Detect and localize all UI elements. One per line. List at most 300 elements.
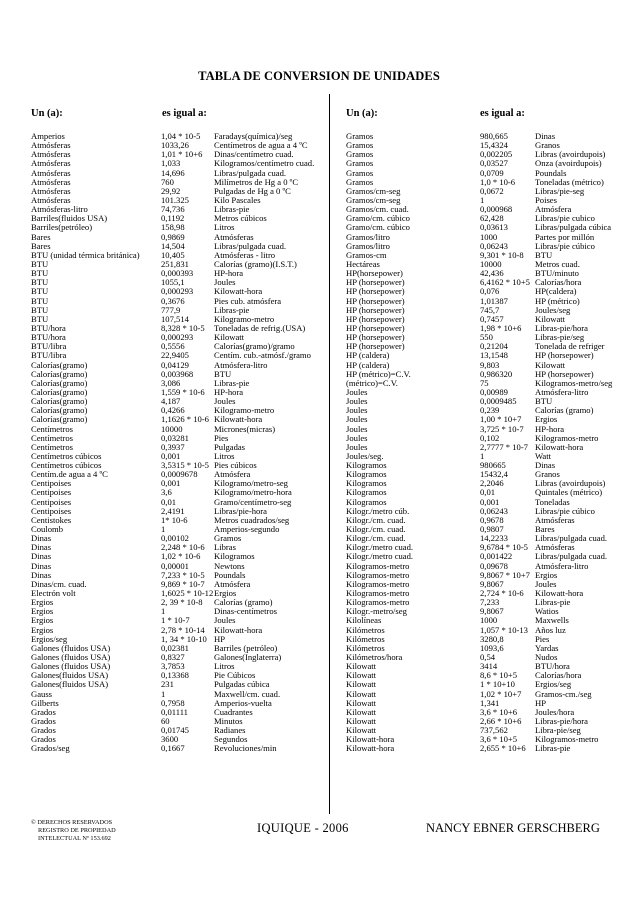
table-row — [31, 626, 342, 635]
unit-cell: Kilowatt-hora — [346, 735, 395, 745]
table-row — [346, 735, 633, 744]
factor-cell: 8,6 * 10+5 — [480, 671, 518, 681]
target-unit-cell: Onza (avoirdupois) — [535, 159, 602, 169]
target-unit-cell: Granos — [535, 470, 560, 480]
factor-cell: 0,3676 — [161, 296, 185, 306]
unit-cell: BTU — [31, 305, 49, 315]
unit-cell: Centímetros — [31, 433, 74, 443]
target-unit-cell: Calorías(gramo)/gramo — [214, 342, 295, 352]
target-unit-cell: Ergios — [214, 589, 237, 599]
table-row — [346, 278, 633, 287]
target-unit-cell: Poises — [535, 195, 557, 205]
unit-cell: Joules — [346, 397, 368, 407]
factor-cell: 1,341 — [480, 698, 500, 708]
unit-cell: Calorías(gramo) — [31, 369, 88, 379]
table-row — [346, 415, 633, 424]
table-row — [346, 635, 633, 644]
factor-cell: 760 — [161, 177, 174, 187]
factor-cell: 9,6784 * 10-5 — [480, 543, 528, 553]
target-unit-cell: Gramos-cm./seg — [535, 689, 592, 699]
factor-cell: 3,6 — [161, 488, 172, 498]
table-row — [31, 589, 342, 598]
target-unit-cell: Amperios-vuelta — [214, 698, 272, 708]
unit-cell: Kilowatt — [346, 680, 377, 690]
factor-cell: 13,1548 — [480, 351, 508, 361]
table-row — [31, 315, 342, 324]
table-row — [31, 434, 342, 443]
target-unit-cell: Atmósferas — [214, 232, 254, 242]
unit-cell: Gramos — [346, 132, 374, 141]
target-unit-cell: Pies cub. atmósfera — [214, 296, 282, 306]
factor-cell: 0,00102 — [161, 534, 189, 544]
target-unit-cell: Libras-pie/hora — [535, 323, 588, 333]
table-row — [31, 205, 342, 214]
unit-cell: Gramos/litro — [346, 232, 390, 242]
factor-cell: 7,233 * 10-5 — [161, 570, 205, 580]
factor-cell: 60 — [161, 717, 170, 726]
factor-cell: 0,9678 — [480, 515, 504, 525]
unit-cell: Dinas — [31, 561, 52, 571]
factor-cell: 0,01111 — [161, 707, 188, 717]
unit-cell: Kilogr./cm. cuad. — [346, 534, 406, 544]
target-unit-cell: Metros cúbicos — [214, 214, 267, 224]
factor-cell: 0,001 — [161, 451, 181, 461]
table-row — [31, 498, 342, 507]
factor-cell: 0,0009678 — [161, 470, 198, 480]
factor-cell: 2,7777 * 10-7 — [480, 442, 528, 452]
table-row — [346, 699, 633, 708]
target-unit-cell: Kilogramo/metro-seg — [214, 479, 288, 489]
unit-cell: Kilogr./cm. cuad. — [346, 525, 406, 535]
target-unit-cell: Galones(Inglaterra) — [214, 653, 282, 663]
target-unit-cell: Kilogramo-metro — [214, 314, 275, 324]
unit-cell: Kilogramos — [346, 488, 387, 498]
factor-cell: 737,562 — [480, 726, 508, 736]
unit-cell: Dinas/cm. cuad. — [31, 579, 87, 589]
target-unit-cell: Atmósferas - litro — [214, 250, 276, 260]
unit-cell: Gramos — [346, 177, 374, 187]
target-unit-cell: Maxwell/cm. cuad. — [214, 689, 281, 699]
target-unit-cell: Kilowatt-hora — [214, 287, 263, 297]
table-row — [346, 498, 633, 507]
unit-cell: Kilogr./metro cúb. — [346, 506, 410, 516]
table-row — [346, 425, 633, 434]
target-unit-cell: Libras/pie cúbico — [535, 506, 595, 516]
table-row — [346, 324, 633, 333]
table-row — [346, 269, 633, 278]
table-row — [346, 287, 633, 296]
factor-cell: 0,03613 — [480, 223, 508, 233]
table-row — [31, 361, 342, 370]
target-unit-cell: Kilogramos/centímetro cuad. — [214, 159, 315, 169]
factor-cell: 2,724 * 10-6 — [480, 589, 524, 599]
target-unit-cell: Faradays(química)/seg — [214, 132, 293, 141]
table-row — [346, 671, 633, 680]
table-row — [346, 534, 633, 543]
table-row — [346, 242, 633, 251]
factor-cell: 3,6 * 10+5 — [480, 735, 518, 745]
target-unit-cell: Dinas — [535, 132, 556, 141]
table-row — [346, 470, 633, 479]
unit-cell: Dinas — [31, 552, 52, 562]
target-unit-cell: Kilowatt-hora — [535, 442, 584, 452]
target-unit-cell: Kilowatt-hora — [535, 589, 584, 599]
factor-cell: 1,01 * 10+6 — [161, 150, 203, 160]
factor-cell: 9,803 — [480, 360, 500, 370]
target-unit-cell: Watios — [535, 607, 559, 617]
target-unit-cell: Libras/pulgada cuad. — [535, 534, 608, 544]
unit-cell: Dinas — [31, 570, 52, 580]
unit-cell: Kilogramos-metro — [346, 561, 410, 571]
table-row — [31, 726, 342, 735]
copyright-notice — [31, 819, 116, 842]
factor-cell: 0,0672 — [480, 186, 504, 196]
table-row — [346, 150, 633, 159]
unit-cell: HP (caldera) — [346, 360, 390, 370]
table-row — [31, 214, 342, 223]
table-row — [346, 708, 633, 717]
factor-cell: 0,00001 — [161, 561, 189, 571]
factor-cell: 0,09678 — [480, 561, 508, 571]
target-unit-cell: Libras/pie cubico — [535, 214, 595, 224]
factor-cell: 1000 — [480, 232, 498, 242]
target-unit-cell: Kilowatt — [535, 360, 566, 370]
unit-cell: Kilowatt — [346, 726, 377, 736]
target-unit-cell: Litros — [214, 662, 235, 672]
unit-cell: HP (horsepower) — [346, 323, 405, 333]
target-unit-cell: Kilogramos-metro/seg — [535, 378, 613, 388]
copyright-line: © DERECHOS RESERVADOS — [31, 819, 113, 826]
unit-cell: BTU (unidad térmica británica) — [31, 250, 140, 260]
unit-cell: Bares — [31, 241, 51, 251]
target-unit-cell: Kilowatt-hora — [214, 625, 263, 635]
unit-cell: Centímetros — [31, 424, 74, 434]
table-row — [31, 159, 342, 168]
table-row — [346, 461, 633, 470]
target-unit-cell: Pies cúbicos — [214, 461, 257, 471]
unit-cell: BTU/libra — [31, 351, 67, 361]
table-row — [346, 223, 633, 232]
right-equal-header: es igual a: — [480, 108, 525, 119]
unit-cell: Kilogramos — [346, 497, 387, 507]
factor-cell: 0,9869 — [161, 232, 185, 242]
target-unit-cell: Dinas — [535, 461, 556, 471]
unit-cell: Kilogramos-metro — [346, 589, 410, 599]
factor-cell: 42,436 — [480, 269, 504, 279]
unit-cell: Joules — [346, 406, 368, 416]
target-unit-cell: Calorías (gramo) — [535, 406, 594, 416]
factor-cell: 1, 34 * 10-10 — [161, 634, 207, 644]
table-row — [31, 644, 342, 653]
unit-cell: Galones (fluidos USA) — [31, 662, 111, 672]
unit-cell: Kilowatt-hora — [346, 744, 395, 754]
target-unit-cell: Dinas-centímetros — [214, 607, 278, 617]
factor-cell: 14,504 — [161, 241, 185, 251]
table-row — [31, 616, 342, 625]
target-unit-cell: Micrones(micras) — [214, 424, 276, 434]
table-row — [346, 516, 633, 525]
table-row — [346, 196, 633, 205]
table-row — [346, 644, 633, 653]
factor-cell: 2,248 * 10-6 — [161, 543, 205, 553]
factor-cell: 9,869 * 10-7 — [161, 579, 205, 589]
unit-cell: Calorías(gramo) — [31, 397, 88, 407]
unit-cell: HP(horsepower) — [346, 269, 403, 279]
table-row — [346, 452, 633, 461]
table-row — [31, 178, 342, 187]
factor-cell: 29,92 — [161, 186, 181, 196]
table-row — [346, 342, 633, 351]
target-unit-cell: Revoluciones/min — [214, 744, 277, 754]
target-unit-cell: Calorías/hora — [535, 671, 582, 681]
unit-cell: Electrón volt — [31, 589, 76, 599]
unit-cell: Gramos — [346, 159, 374, 169]
table-row — [346, 397, 633, 406]
unit-cell: Atmósferas-litro — [31, 205, 88, 215]
factor-cell: 0,03527 — [480, 159, 508, 169]
table-row — [31, 488, 342, 497]
factor-cell: 74,736 — [161, 205, 185, 215]
table-row — [346, 333, 633, 342]
table-row — [31, 479, 342, 488]
factor-cell: 1 — [161, 607, 166, 617]
unit-cell: Dinas — [31, 543, 52, 553]
table-row — [346, 717, 633, 726]
unit-cell: Atmósferas — [31, 168, 71, 178]
table-row — [346, 552, 633, 561]
target-unit-cell: Kilowatt-hora — [214, 415, 263, 425]
table-row — [346, 562, 633, 571]
target-unit-cell: Amperios-segundo — [214, 525, 280, 535]
unit-cell: Galones(fluidos USA) — [31, 680, 109, 690]
unit-cell: Gramos/cm. cuad. — [346, 205, 409, 215]
factor-cell: 777,9 — [161, 305, 181, 315]
unit-cell: Barriles(fluidos USA) — [31, 214, 108, 224]
target-unit-cell: BTU/minuto — [535, 269, 579, 279]
right-unit-header: Un (a): — [346, 108, 378, 119]
target-unit-cell: Libras-pie — [535, 744, 571, 754]
table-row — [31, 598, 342, 607]
table-row — [31, 735, 342, 744]
factor-cell: 62,428 — [480, 214, 504, 224]
unit-cell: Ergios — [31, 598, 54, 608]
unit-cell: Ergios — [31, 625, 54, 635]
table-row — [346, 607, 633, 616]
factor-cell: 0,003968 — [161, 369, 194, 379]
table-row — [31, 461, 342, 470]
factor-cell: 1,02 * 10-6 — [161, 552, 201, 562]
unit-cell: Atmósferas — [31, 141, 71, 151]
table-row — [346, 580, 633, 589]
unit-cell: Centipoises — [31, 479, 72, 489]
unit-cell: Kilogramos — [346, 470, 387, 480]
unit-cell: Calorías(gramo) — [31, 406, 88, 416]
unit-cell: HP (horsepower) — [346, 333, 405, 343]
table-row — [31, 196, 342, 205]
target-unit-cell: Kilo Pascales — [214, 195, 261, 205]
factor-cell: 1000 — [480, 616, 498, 626]
unit-cell: Kilowatt — [346, 717, 377, 726]
factor-cell: 107,514 — [161, 314, 189, 324]
factor-cell: 0,1192 — [161, 214, 185, 224]
unit-cell: HP (horsepower) — [346, 314, 405, 324]
factor-cell: 14,696 — [161, 168, 185, 178]
target-unit-cell: Partes por millón — [535, 232, 595, 242]
unit-cell: Gilberts — [31, 698, 59, 708]
target-unit-cell: Minutos — [214, 717, 243, 726]
target-unit-cell: Calorías (gramo)(I.S.T.) — [214, 259, 297, 269]
factor-cell: 3,086 — [161, 378, 181, 388]
unit-cell: Amperios — [31, 132, 65, 141]
table-row — [31, 415, 342, 424]
target-unit-cell: Newtons — [214, 561, 245, 571]
table-row — [31, 690, 342, 699]
target-unit-cell: Libras/pie-hora — [214, 506, 267, 516]
factor-cell: 0,001422 — [480, 552, 513, 562]
factor-cell: 1 — [161, 525, 166, 535]
target-unit-cell: Atmósferas — [535, 543, 575, 553]
factor-cell: 550 — [480, 333, 493, 343]
unit-cell: HP (horsepower) — [346, 296, 405, 306]
target-unit-cell: Metros cuad. — [535, 259, 580, 269]
target-unit-cell: Segundos — [214, 735, 248, 745]
factor-cell: 0,001 — [480, 497, 500, 507]
table-row — [346, 525, 633, 534]
target-unit-cell: Tonelada de refriger — [535, 342, 605, 352]
table-row — [346, 406, 633, 415]
table-row — [31, 260, 342, 269]
table-row — [31, 324, 342, 333]
factor-cell: 0,986320 — [480, 369, 513, 379]
unit-cell: Kilómetros — [346, 643, 385, 653]
table-row — [31, 187, 342, 196]
table-row — [31, 242, 342, 251]
factor-cell: 1055,1 — [161, 278, 185, 288]
factor-cell: 1 * 10+10 — [480, 680, 515, 690]
target-unit-cell: Toneladas (métrico) — [535, 177, 604, 187]
factor-cell: 3414 — [480, 662, 498, 672]
target-unit-cell: Atmósferas — [535, 515, 575, 525]
target-unit-cell: Joules — [535, 579, 557, 589]
copyright-line: REGISTRO DE PROPIEDAD — [38, 826, 116, 834]
target-unit-cell: Granos — [535, 141, 560, 151]
unit-cell: BTU — [31, 278, 49, 288]
target-unit-cell: Centím. cub.-atmósf./gramo — [214, 351, 311, 361]
table-row — [346, 361, 633, 370]
target-unit-cell: Kilowatt — [214, 333, 245, 343]
target-unit-cell: HP (horsepower) — [535, 369, 594, 379]
unit-cell: Kilogr./cm. cuad. — [346, 515, 406, 525]
table-row — [31, 223, 342, 232]
factor-cell: 10000 — [480, 259, 502, 269]
target-unit-cell: Pulgadas — [214, 442, 246, 452]
table-row — [31, 671, 342, 680]
factor-cell: 3,5315 * 10-5 — [161, 461, 209, 471]
factor-cell: 1093,6 — [480, 643, 504, 653]
table-row — [346, 744, 633, 753]
table-row — [31, 370, 342, 379]
table-row — [346, 598, 633, 607]
factor-cell: 0,02381 — [161, 643, 189, 653]
table-row — [31, 251, 342, 260]
table-row — [346, 297, 633, 306]
target-unit-cell: HP-hora — [535, 424, 565, 434]
target-unit-cell: Atmósfera-litro — [535, 561, 589, 571]
table-row — [31, 470, 342, 479]
unit-cell: Kilogramos-metro — [346, 598, 410, 608]
unit-cell: Gramos — [346, 141, 374, 151]
table-row — [346, 690, 633, 699]
factor-cell: 1,0 * 10-6 — [480, 177, 516, 187]
unit-cell: Gramos/litro — [346, 241, 390, 251]
target-unit-cell: Libras-pie/seg — [535, 333, 585, 343]
table-row — [346, 662, 633, 671]
unit-cell: Centímetros — [31, 442, 74, 452]
target-unit-cell: HP-hora — [214, 269, 244, 279]
unit-cell: HP (horsepower) — [346, 342, 405, 352]
factor-cell: 251,831 — [161, 259, 189, 269]
factor-cell: 2, 39 * 10-8 — [161, 598, 203, 608]
unit-cell: Kilowatt — [346, 707, 377, 717]
unit-cell: Calorías(gramo) — [31, 378, 88, 388]
unit-cell: BTU/hora — [31, 333, 66, 343]
table-row — [346, 260, 633, 269]
table-row — [31, 132, 342, 141]
target-unit-cell: Bares — [535, 525, 555, 535]
factor-cell: 2,66 * 10+6 — [480, 717, 522, 726]
table-row — [346, 169, 633, 178]
unit-cell: Centímetros cúbicos — [31, 461, 102, 471]
table-row — [31, 169, 342, 178]
factor-cell: 1,04 * 10-5 — [161, 132, 201, 141]
target-unit-cell: Poundals — [535, 168, 567, 178]
factor-cell: 0,01 — [161, 497, 177, 507]
factor-cell: 1,057 * 10-13 — [480, 625, 528, 635]
factor-cell: 1,559 * 10-6 — [161, 387, 205, 397]
target-unit-cell: Kilogramos — [214, 552, 255, 562]
table-row — [346, 132, 633, 141]
target-unit-cell: Watt — [535, 451, 552, 461]
table-row — [346, 370, 633, 379]
table-row — [346, 187, 633, 196]
table-row — [31, 543, 342, 552]
unit-cell: Joules — [346, 387, 368, 397]
factor-cell: 0,102 — [480, 433, 500, 443]
factor-cell: 0,000968 — [480, 205, 513, 215]
table-row — [346, 205, 633, 214]
factor-cell: 980,665 — [480, 132, 508, 141]
factor-cell: 0,7958 — [161, 698, 185, 708]
factor-cell: 0,00989 — [480, 387, 508, 397]
target-unit-cell: Joules/seg — [535, 305, 571, 315]
factor-cell: 9,8067 * 10+7 — [480, 570, 530, 580]
unit-cell: BTU — [31, 314, 49, 324]
unit-cell: Gauss — [31, 689, 53, 699]
factor-cell: 0,1667 — [161, 744, 185, 754]
target-unit-cell: HP — [535, 698, 546, 708]
target-unit-cell: Libras/pulgada cuad. — [214, 168, 287, 178]
factor-cell: 9,8067 — [480, 579, 504, 589]
unit-cell: Kilogr./metro cuad. — [346, 543, 414, 553]
table-row — [31, 607, 342, 616]
factor-cell: 0,21204 — [480, 342, 508, 352]
table-row — [346, 306, 633, 315]
table-row — [346, 251, 633, 260]
unit-cell: Kilogramos — [346, 479, 387, 489]
unit-cell: Atmósferas — [31, 177, 71, 187]
target-unit-cell: Pie Cúbicos — [214, 671, 256, 681]
factor-cell: 980665 — [480, 461, 506, 471]
